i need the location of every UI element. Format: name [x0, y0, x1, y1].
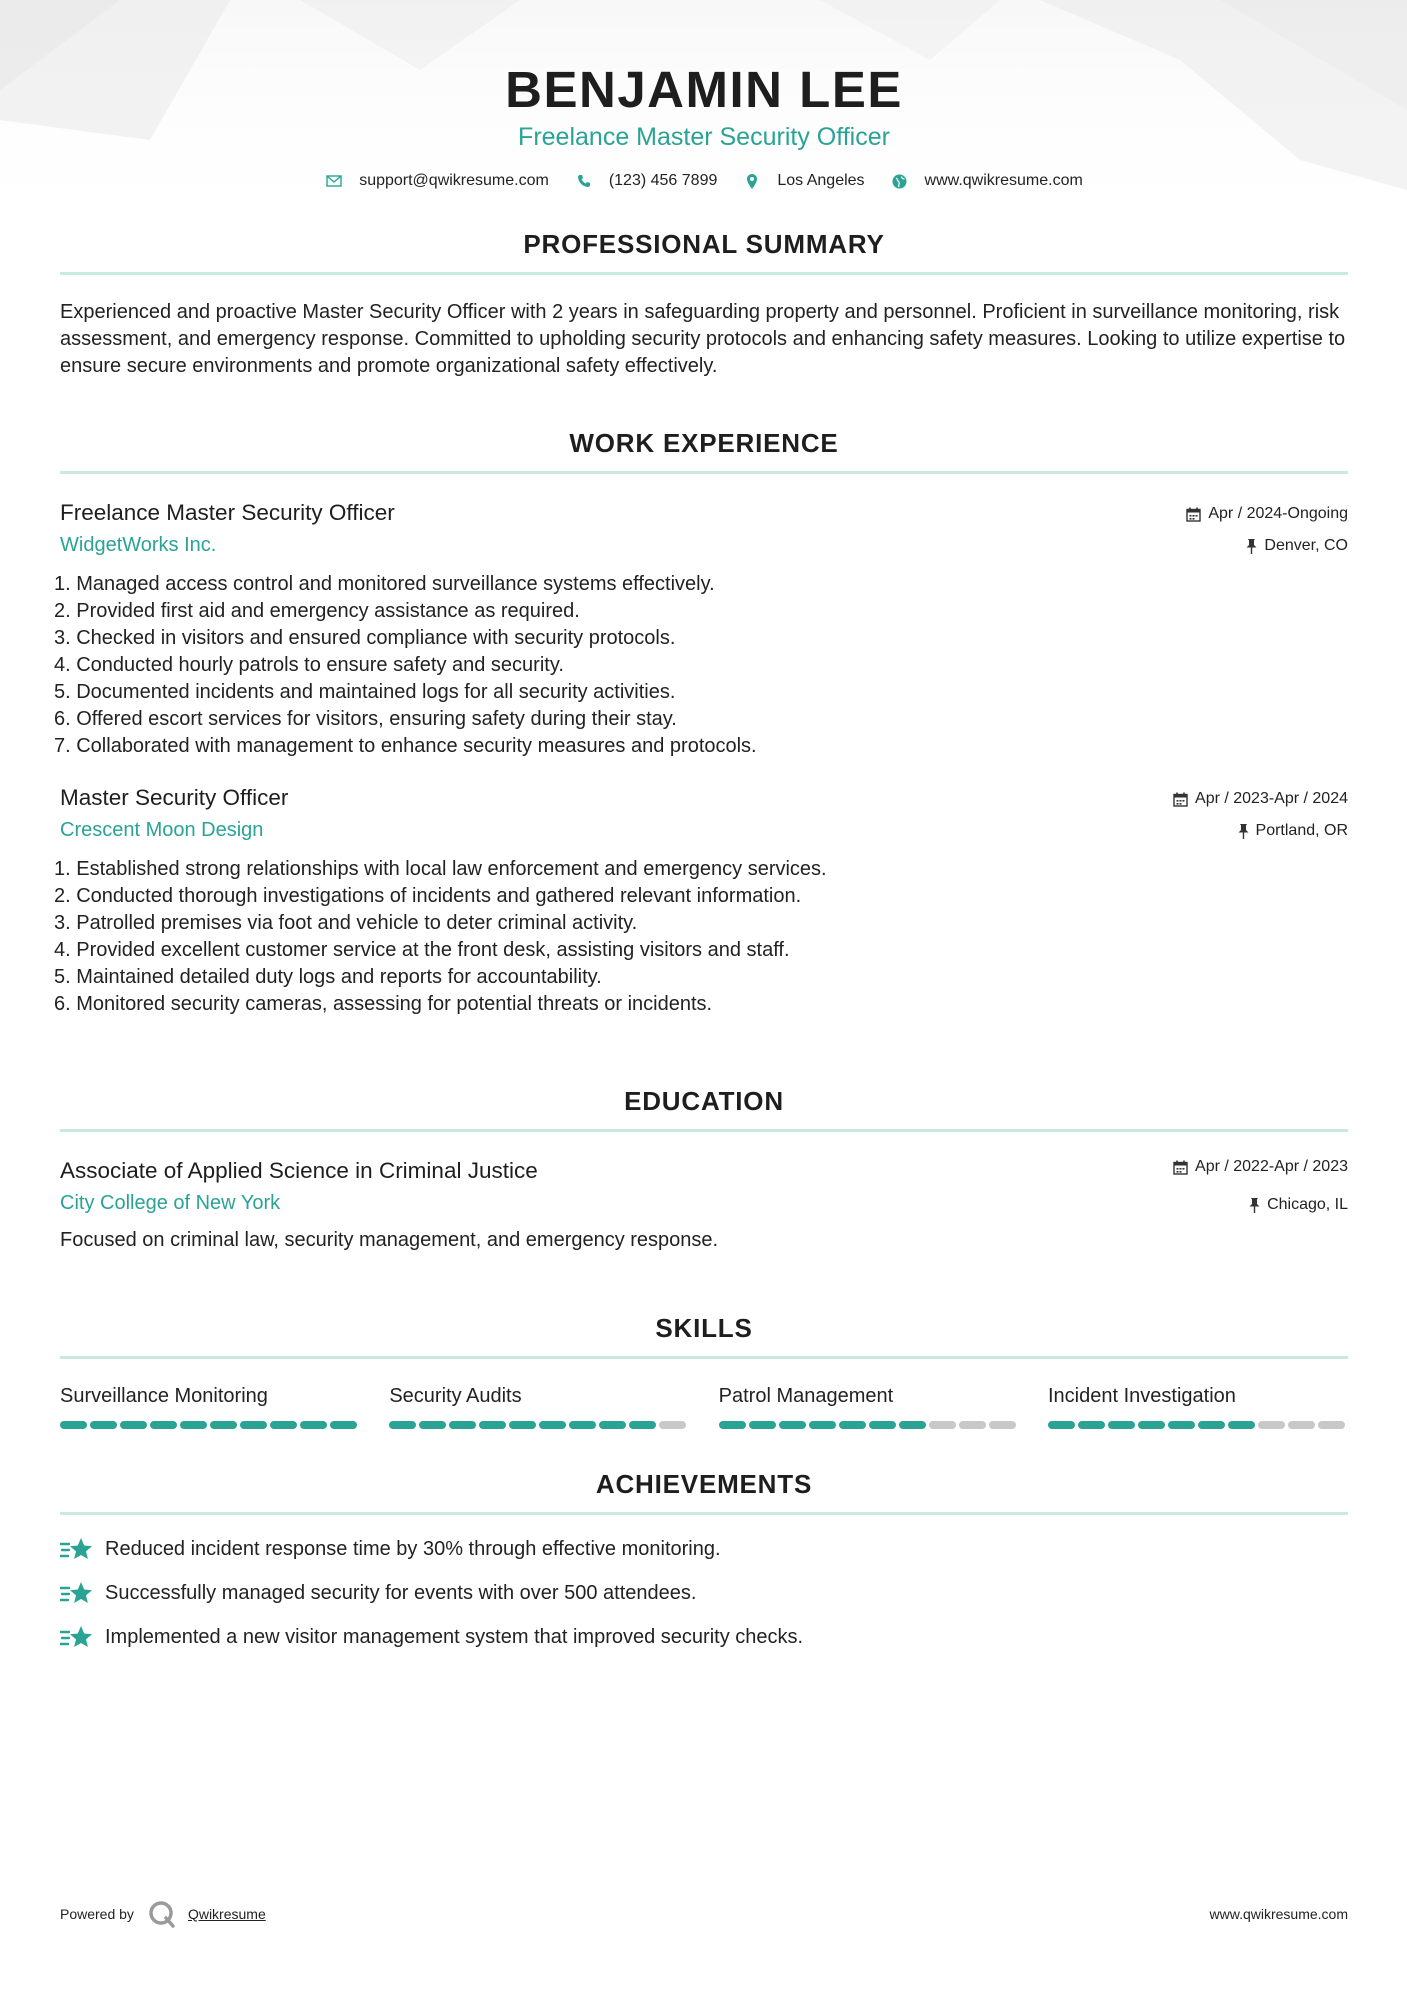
skill-segment-empty	[989, 1421, 1016, 1429]
duty-item: 6. Offered escort services for visitors, ensuring safety during their stay.	[54, 708, 677, 730]
skill-segment-filled	[1138, 1421, 1165, 1429]
skill-segment-filled	[240, 1421, 267, 1429]
job-entry	[54, 499, 1348, 760]
resume-header	[60, 0, 1348, 190]
skill-segment-filled	[270, 1421, 297, 1429]
skill-level-bar	[389, 1421, 689, 1429]
powered-by-label: Powered by	[60, 1906, 134, 1922]
resume-page	[54, 0, 1348, 1651]
skill-item	[1048, 1383, 1348, 1429]
phone-text: (123) 456 7899	[608, 172, 718, 189]
skill-segment-filled	[1228, 1421, 1255, 1429]
summary-section	[60, 229, 1348, 380]
duty-item: 4. Conducted hourly patrols to ensure safety and security.	[54, 654, 564, 676]
skill-name: Security Audits	[389, 1385, 522, 1407]
calendar-icon	[1173, 1160, 1188, 1175]
duty-item: 2. Provided first aid and emergency assistance as required.	[54, 600, 580, 622]
job-duties	[54, 856, 1348, 1018]
skill-item	[719, 1383, 1019, 1429]
skill-item	[60, 1383, 360, 1429]
skill-segment-filled	[210, 1421, 237, 1429]
job-entry	[54, 784, 1348, 1018]
experience-section	[54, 428, 1348, 1018]
school-name: City College of New York	[60, 1192, 281, 1214]
education-description: Focused on criminal law, security management, and emergency response.	[60, 1229, 719, 1251]
skill-segment-filled	[389, 1421, 416, 1429]
skill-segment-filled	[150, 1421, 177, 1429]
section-divider	[60, 272, 1348, 275]
achievement-text: Successfully managed security for events with over 500 attendees.	[105, 1581, 697, 1604]
skill-segment-empty	[929, 1421, 956, 1429]
contact-website[interactable]	[891, 172, 1083, 190]
calendar-icon	[1186, 507, 1201, 522]
duty-item: 1. Established strong relationships with local law enforcement and emergency services.	[54, 858, 827, 880]
skill-segment-empty	[1288, 1421, 1315, 1429]
skills-list	[60, 1383, 1348, 1429]
skill-segment-filled	[330, 1421, 357, 1429]
star-icon	[60, 1623, 94, 1651]
skill-segment-filled	[449, 1421, 476, 1429]
skill-segment-empty	[1318, 1421, 1345, 1429]
star-icon	[60, 1535, 94, 1563]
email-text: support@qwikresume.com	[359, 172, 549, 189]
duty-item: 5. Documented incidents and maintained logs for all security activities.	[54, 681, 676, 703]
powered-by	[60, 1900, 266, 1928]
section-divider	[60, 471, 1348, 474]
duty-item: 4. Provided excellent customer service at the front desk, assisting visitors and staff.	[54, 939, 790, 961]
job-dates: Apr / 2023-Apr / 2024	[1195, 790, 1348, 807]
skill-segment-filled	[839, 1421, 866, 1429]
phone-icon	[575, 172, 593, 190]
skills-heading: SKILLS	[655, 1313, 753, 1343]
duty-item: 2. Conducted thorough investigations of incidents and gathered relevant information.	[54, 885, 802, 907]
summary-heading: PROFESSIONAL SUMMARY	[523, 229, 885, 259]
skill-segment-filled	[899, 1421, 926, 1429]
qwikresume-logo-icon	[148, 1900, 176, 1928]
skill-segment-empty	[659, 1421, 686, 1429]
job-location: Portland, OR	[1255, 822, 1348, 839]
duty-item: 3. Checked in visitors and ensured compliance with security protocols.	[54, 627, 676, 649]
duty-item: 5. Maintained detailed duty logs and reports for accountability.	[54, 966, 602, 988]
section-divider	[60, 1129, 1348, 1132]
star-icon	[60, 1579, 94, 1607]
duty-item: 7. Collaborated with management to enhance security measures and protocols.	[54, 735, 757, 757]
skill-segment-filled	[749, 1421, 776, 1429]
skill-segment-empty	[959, 1421, 986, 1429]
job-duties	[54, 571, 1348, 760]
experience-heading: WORK EXPERIENCE	[569, 428, 839, 458]
job-company: WidgetWorks Inc.	[60, 534, 217, 556]
candidate-name: BENJAMIN LEE	[505, 61, 903, 118]
pushpin-icon	[1238, 824, 1249, 839]
education-meta	[1173, 1157, 1348, 1215]
duty-item: 3. Patrolled premises via foot and vehicle to deter criminal activity.	[54, 912, 638, 934]
achievement-item	[60, 1535, 1348, 1563]
skill-segment-filled	[779, 1421, 806, 1429]
section-divider	[60, 1512, 1348, 1515]
calendar-icon	[1173, 792, 1188, 807]
envelope-icon	[325, 172, 343, 190]
job-location: Denver, CO	[1264, 537, 1348, 554]
section-divider	[60, 1356, 1348, 1359]
skill-segment-filled	[1168, 1421, 1195, 1429]
achievements-list	[60, 1535, 1348, 1651]
achievement-item	[60, 1623, 1348, 1651]
skill-segment-filled	[629, 1421, 656, 1429]
map-pin-icon	[743, 172, 761, 190]
summary-text: Experienced and proactive Master Security Officer with 2 years in safeguarding property and personnel. Proficient in surveillance monitoring, risk assessment, and emergency response. Committed to upholding security protocols and enhancing safety measures. Looking to utilize expertise to ensure secure environments and promote organizational safety effectively.	[60, 301, 1346, 377]
skill-segment-filled	[509, 1421, 536, 1429]
skill-segment-empty	[1258, 1421, 1285, 1429]
degree-title: Associate of Applied Science in Criminal Justice	[60, 1158, 538, 1183]
duty-item: 6. Monitored security cameras, assessing for potential threats or incidents.	[54, 993, 713, 1015]
achievement-text: Reduced incident response time by 30% through effective monitoring.	[105, 1537, 721, 1560]
skill-segment-filled	[419, 1421, 446, 1429]
skill-name: Patrol Management	[718, 1385, 894, 1407]
skill-name: Incident Investigation	[1047, 1385, 1236, 1407]
skill-segment-filled	[599, 1421, 626, 1429]
qwikresume-link[interactable]: Qwikresume	[187, 1906, 266, 1922]
education-location: Chicago, IL	[1267, 1196, 1348, 1213]
job-dates: Apr / 2024-Ongoing	[1208, 505, 1348, 522]
education-heading: EDUCATION	[624, 1086, 784, 1116]
skill-segment-filled	[1108, 1421, 1135, 1429]
skill-segment-filled	[809, 1421, 836, 1429]
skill-level-bar	[60, 1421, 360, 1429]
skill-segment-filled	[479, 1421, 506, 1429]
achievement-item	[60, 1579, 1348, 1607]
skill-segment-filled	[869, 1421, 896, 1429]
contact-phone[interactable]	[575, 172, 718, 190]
skill-segment-filled	[1078, 1421, 1105, 1429]
skill-segment-filled	[1048, 1421, 1075, 1429]
location-text: Los Angeles	[777, 172, 865, 189]
job-meta	[1186, 504, 1348, 556]
skill-level-bar	[719, 1421, 1019, 1429]
job-title: Freelance Master Security Officer	[60, 500, 395, 525]
achievements-section	[60, 1469, 1348, 1651]
contact-location	[743, 172, 864, 190]
education-entry	[60, 1157, 1348, 1253]
skill-segment-filled	[60, 1421, 87, 1429]
skill-segment-filled	[539, 1421, 566, 1429]
pushpin-icon	[1246, 539, 1257, 554]
page-footer	[60, 1900, 1348, 1928]
skill-item	[389, 1383, 689, 1429]
skill-segment-filled	[719, 1421, 746, 1429]
skill-segment-filled	[120, 1421, 147, 1429]
pushpin-icon	[1249, 1198, 1260, 1213]
job-title: Master Security Officer	[60, 785, 289, 810]
website-text: www.qwikresume.com	[924, 172, 1083, 189]
skills-section	[60, 1313, 1348, 1429]
skill-name: Surveillance Monitoring	[60, 1385, 268, 1407]
achievement-text: Implemented a new visitor management system that improved security checks.	[105, 1625, 804, 1648]
achievements-heading: ACHIEVEMENTS	[595, 1469, 813, 1499]
candidate-title: Freelance Master Security Officer	[518, 123, 890, 151]
job-company: Crescent Moon Design	[60, 819, 264, 841]
education-dates: Apr / 2022-Apr / 2023	[1195, 1158, 1348, 1175]
contact-bar	[60, 172, 1348, 190]
skill-level-bar	[1048, 1421, 1348, 1429]
education-section	[60, 1086, 1348, 1253]
globe-icon	[891, 172, 909, 190]
job-meta	[1173, 789, 1348, 841]
skill-segment-filled	[300, 1421, 327, 1429]
duty-item: 1. Managed access control and monitored surveillance systems effectively.	[54, 573, 715, 595]
footer-website[interactable]: www.qwikresume.com	[1209, 1906, 1348, 1922]
skill-segment-filled	[90, 1421, 117, 1429]
skill-segment-filled	[1198, 1421, 1225, 1429]
contact-email[interactable]	[325, 172, 549, 190]
skill-segment-filled	[569, 1421, 596, 1429]
skill-segment-filled	[180, 1421, 207, 1429]
